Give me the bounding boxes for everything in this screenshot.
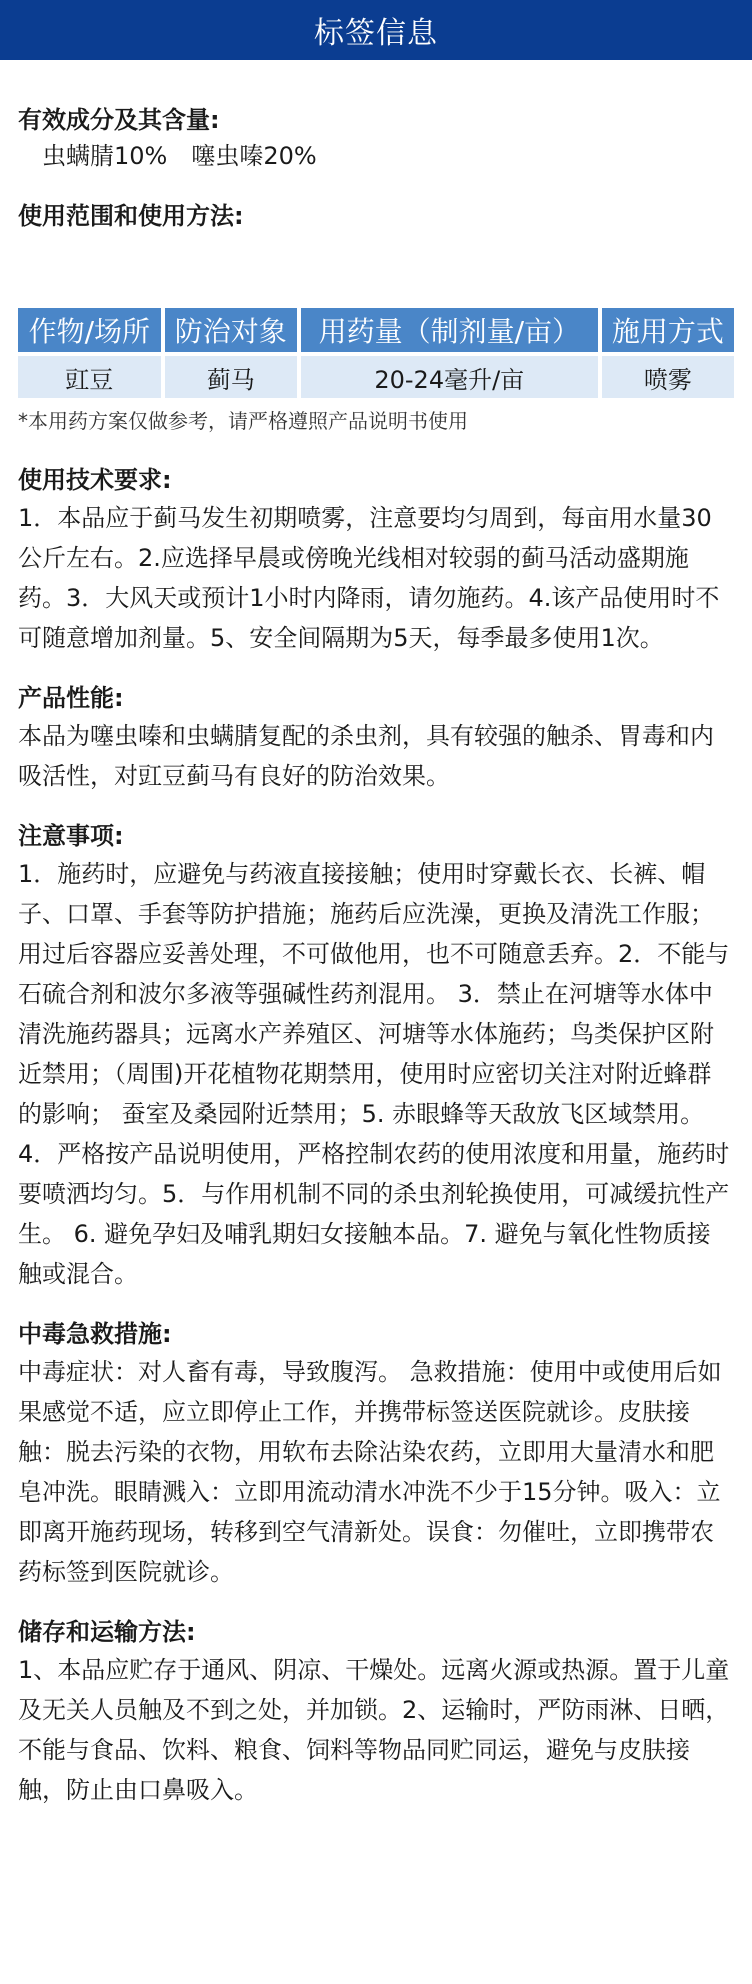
dosage-table [14,304,738,402]
header-bar [0,0,752,60]
table-header-row [18,308,734,352]
table-cell: 喷雾 [602,356,734,398]
tech-body: 1．本品应于蓟马发生初期喷雾，注意要均匀周到，每亩用水量30公斤左右。2.应选择早晨或傍晚光线相对较弱的蓟马活动盛期施药。3．大风天或预计1小时内降雨，请勿施药。4.该产品使用时不可随意增加剂量。5、安全间隔期为5天，每季最多使用1次。 [18,504,720,652]
caution-body: 1．施药时，应避免与药液直接接触；使用时穿戴长衣、长裤、帽子、口罩、手套等防护措施；施药后应洗澡，更换及清洗工作服；用过后容器应妥善处理，不可做他用，也不可随意丢弃。2．不能与石硫合剂和波尔多液等强碱性药剂混用。 3．禁止在河塘等水体中清洗施药器具；远离水产养殖区、河塘等水体施药；鸟类保护区附近禁用；（周围)开花植物花期禁用，使用时应密切关注对附近蜂群的影响； 蚕室及桑园附近禁用；5. 赤眼蜂等天敌放飞区域禁用。 4．严格按产品说明使用，严格控制农药的使用浓度和用量，施药时要喷洒均匀。5．与作用机制不同的杀虫剂轮换使用，可减缓抗性产生。 6. 避免孕妇及哺乳期妇女接触本品。7. 避免与氧化性物质接触或混合。 [18,860,730,1288]
table-header-cell: 施用方式 [602,308,734,352]
table-header-cell: 作物/场所 [18,308,161,352]
performance-body: 本品为噻虫嗪和虫螨腈复配的杀虫剂，具有较强的触杀、胃毒和内吸活性，对豇豆蓟马有良好的防治效果。 [18,722,714,790]
table-header-cell: 用药量（制剂量/亩） [301,308,598,352]
storage-body: 1、本品应贮存于通风、阴凉、干燥处。远离火源或热源。置于儿童及无关人员触及不到之处，并加锁。2、运输时，严防雨淋、日晒，不能与食品、饮料、粮食、饲料等物品同贮同运，避免与皮肤接触，防止由口鼻吸入。 [18,1656,730,1804]
dosage-note: *本用药方案仅做参考，请严格遵照产品说明书使用 [18,409,468,433]
ingredients-list [18,138,734,174]
poison-body: 中毒症状：对人畜有毒，导致腹泻。 急救措施：使用中或使用后如果感觉不适，应立即停止工作，并携带标签送医院就诊。皮肤接触：脱去污染的衣物，用软布去除沾染农药，立即用大量清水和肥皂冲洗。眼睛溅入：立即用流动清水冲洗不少于15分钟。吸入：立即离开施药现场，转移到空气清新处。误食：勿催吐，立即携带农药标签到医院就诊。 [18,1358,722,1586]
ingredient-item: 噻虫嗪20% [191,142,317,170]
storage-title: 储存和运输方法: [18,1618,196,1646]
ingredients-title: 有效成分及其含量: [18,106,220,134]
table-header-cell: 防治对象 [165,308,297,352]
label-content [0,102,752,1810]
caution-title: 注意事项: [18,822,124,850]
table-cell: 蓟马 [165,356,297,398]
table-row [18,356,734,398]
performance-title: 产品性能: [18,684,124,712]
page-title: 标签信息 [314,16,438,51]
usage-title: 使用范围和使用方法: [18,202,244,230]
ingredient-item: 虫螨腈10% [42,142,168,170]
poison-title: 中毒急救措施: [18,1320,172,1348]
tech-title: 使用技术要求: [18,466,172,494]
table-cell: 20-24毫升/亩 [301,356,598,398]
table-cell: 豇豆 [18,356,161,398]
